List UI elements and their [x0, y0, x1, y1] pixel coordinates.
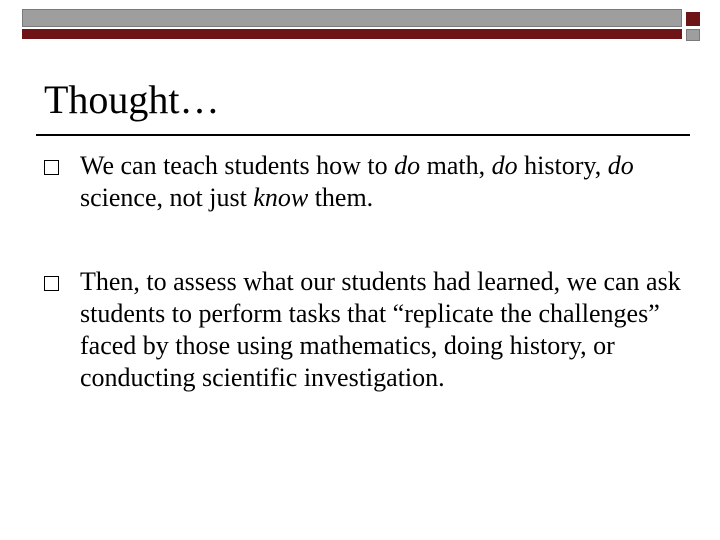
emphasis-text: do: [607, 151, 634, 180]
slide-title: Thought…: [44, 77, 220, 122]
square-bullet-icon: [44, 160, 59, 175]
square-bullet-icon: [44, 276, 59, 291]
text-segment: science, not just: [80, 183, 254, 212]
text-segment: them.: [308, 183, 374, 212]
bullet-item: [44, 266, 694, 394]
corner-box-gray: [686, 29, 700, 41]
text-segment: Then, to assess what our students had learned, we can ask students to perform tasks that “replicate the challenges” faced by those using mathematics, doing history, or conducting scientific investigation.: [80, 267, 681, 392]
text-segment: math,: [420, 151, 492, 180]
corner-decoration: [686, 12, 700, 42]
text-segment: We can teach students how to: [80, 151, 395, 180]
title-underline: [36, 134, 690, 136]
top-band-gray-bar: [22, 9, 682, 27]
text-segment: history,: [517, 151, 608, 180]
corner-box-maroon: [686, 12, 700, 26]
bullet-item: [44, 150, 694, 214]
top-band-maroon-bar: [22, 29, 682, 39]
bullet-list: [44, 150, 694, 446]
emphasis-text: do: [394, 151, 421, 180]
bullet-text: [80, 151, 634, 212]
bullet-text: [80, 267, 681, 392]
emphasis-text: know: [253, 183, 309, 212]
top-decorative-band: [22, 9, 682, 39]
emphasis-text: do: [491, 151, 518, 180]
